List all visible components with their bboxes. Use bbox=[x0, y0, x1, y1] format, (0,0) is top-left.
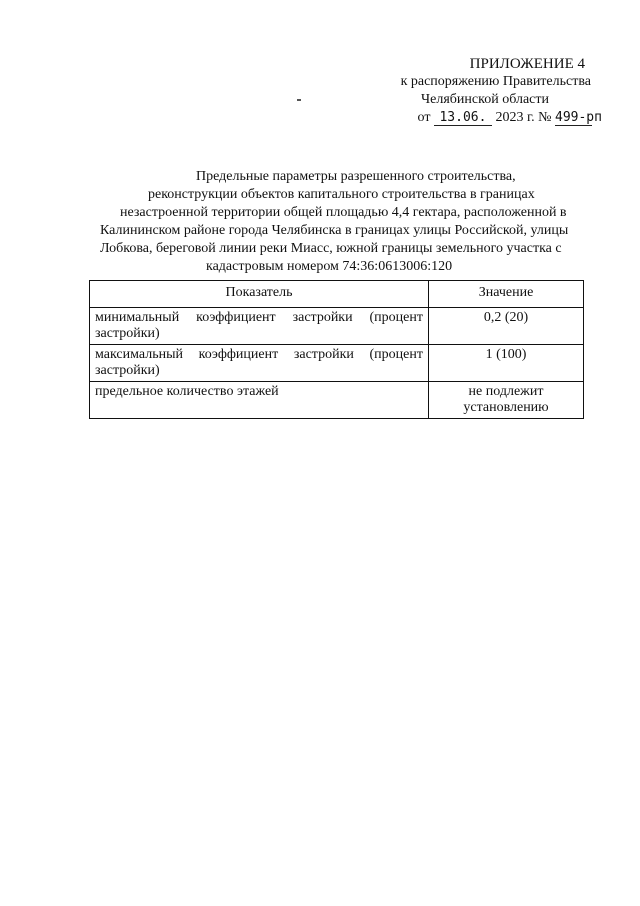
value-cell: 0,2 (20) bbox=[429, 308, 584, 345]
indicator-cell: максимальный коэффициент застройки (процент застройки) bbox=[90, 345, 429, 382]
heading-line: Предельные параметры разрешенного строительства, bbox=[196, 169, 516, 184]
year-suffix: 2023 г. № bbox=[495, 110, 552, 125]
value-cell: 1 (100) bbox=[429, 345, 584, 382]
table-row bbox=[90, 345, 584, 382]
decree-number-field: 499-рп bbox=[555, 110, 602, 125]
appendix-header bbox=[332, 55, 602, 127]
date-field: 13.06. bbox=[434, 110, 492, 126]
heading-line: незастроенной территории общей площадью 4,4 гектара, расположенной в bbox=[120, 205, 567, 220]
stray-mark bbox=[297, 99, 301, 101]
heading-line: реконструкции объектов капитального строительства в границах bbox=[148, 187, 535, 202]
parameters-table bbox=[89, 280, 584, 419]
indicator-cell: предельное количество этажей bbox=[90, 382, 429, 419]
value-cell: не подлежит установлению bbox=[429, 382, 584, 419]
heading-line: кадастровым номером 74:36:0613006:120 bbox=[206, 259, 453, 274]
table-header-row bbox=[90, 281, 584, 308]
appendix-decree-ref: к распоряжению Правительства bbox=[400, 74, 591, 89]
date-prefix: от bbox=[417, 110, 431, 125]
header-indicator: Показатель bbox=[90, 281, 429, 308]
appendix-date-line bbox=[332, 109, 602, 127]
indicator-cell: минимальный коэффициент застройки (процент застройки) bbox=[90, 308, 429, 345]
appendix-title: ПРИЛОЖЕНИЕ 4 bbox=[469, 56, 585, 72]
appendix-region: Челябинской области bbox=[421, 92, 549, 107]
heading-line: Лобкова, береговой линии реки Миасс, южной границы земельного участка с bbox=[100, 241, 562, 256]
heading-line: Калининском районе города Челябинска в границах улицы Российской, улицы bbox=[100, 223, 569, 238]
header-value: Значение bbox=[429, 281, 584, 308]
table-row bbox=[90, 382, 584, 419]
table-row bbox=[90, 308, 584, 345]
document-heading bbox=[88, 168, 608, 276]
